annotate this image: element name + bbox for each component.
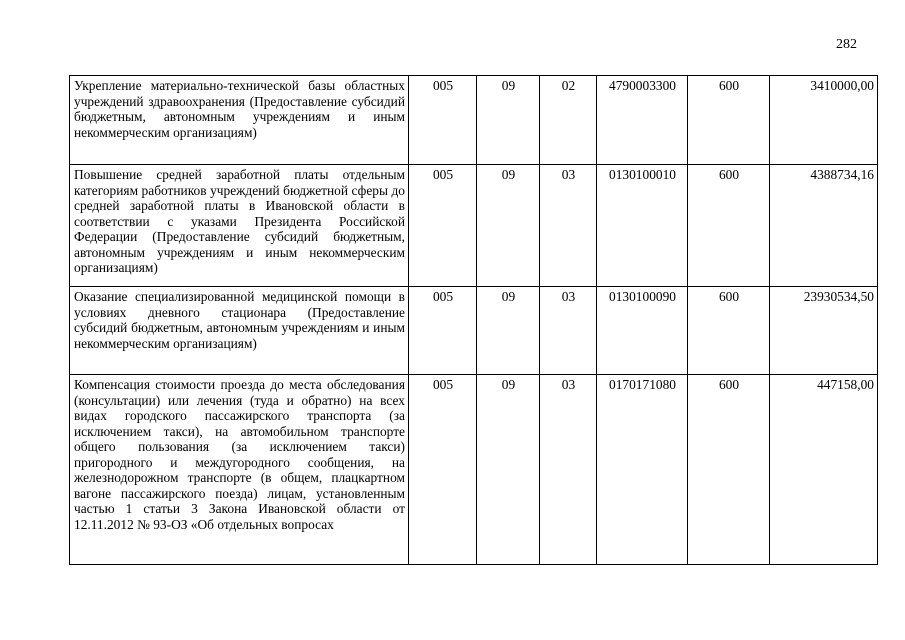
amount-cell: 4388734,16 bbox=[770, 165, 878, 287]
subsection-cell: 03 bbox=[540, 287, 597, 375]
expense-type-cell: 600 bbox=[688, 165, 770, 287]
table-row bbox=[70, 76, 878, 165]
target-article-cell: 4790003300 bbox=[597, 76, 688, 165]
expense-type-cell: 600 bbox=[688, 375, 770, 565]
expense-type-cell: 600 bbox=[688, 76, 770, 165]
admin-code-cell: 005 bbox=[409, 375, 477, 565]
table-row bbox=[70, 375, 878, 565]
row-description: Повышение средней заработной платы отдельным категориям работников учреждений бюджетной сферы до средней заработной платы в Ивановской области в соответствии с указами Президента Российской Федерации (Предоставление субсидий бюджетным, автономным учреждениям и иным некоммерческим организациям) bbox=[70, 165, 409, 287]
subsection-cell: 02 bbox=[540, 76, 597, 165]
row-description: Укрепление материально-технической базы областных учреждений здравоохранения (Предоставление субсидий бюджетным, автономным учреждениям и иным некоммерческим организациям) bbox=[70, 76, 409, 165]
amount-cell: 3410000,00 bbox=[770, 76, 878, 165]
page-number: 282 bbox=[836, 37, 857, 52]
target-article-cell: 0170171080 bbox=[597, 375, 688, 565]
expense-type-cell: 600 bbox=[688, 287, 770, 375]
admin-code-cell: 005 bbox=[409, 165, 477, 287]
admin-code-cell: 005 bbox=[409, 287, 477, 375]
admin-code-cell: 005 bbox=[409, 76, 477, 165]
table-row bbox=[70, 287, 878, 375]
subsection-cell: 03 bbox=[540, 375, 597, 565]
target-article-cell: 0130100090 bbox=[597, 287, 688, 375]
section-cell: 09 bbox=[477, 76, 540, 165]
row-description: Оказание специализированной медицинской помощи в условиях дневного стационара (Предоставление субсидий бюджетным, автономным учреждениям и иным некоммерческим организациям) bbox=[70, 287, 409, 375]
subsection-cell: 03 bbox=[540, 165, 597, 287]
budget-table bbox=[69, 75, 878, 565]
table-row bbox=[70, 165, 878, 287]
row-description: Компенсация стоимости проезда до места обследования (консультации) или лечения (туда и обратно) на всех видах городского пассажирского транспорта (за исключением такси), на автомобильном транспорте общего пользования (за исключением такси) пригородного и междугородного сообщения, на железнодорожном транспорте (в общем, плацкартном вагоне пассажирского поезда) лицам, установленным частью 1 статьи 3 Закона Ивановской области от 12.11.2012 № 93-ОЗ «Об отдельных вопросах bbox=[70, 375, 409, 565]
amount-cell: 23930534,50 bbox=[770, 287, 878, 375]
section-cell: 09 bbox=[477, 287, 540, 375]
amount-cell: 447158,00 bbox=[770, 375, 878, 565]
section-cell: 09 bbox=[477, 165, 540, 287]
section-cell: 09 bbox=[477, 375, 540, 565]
target-article-cell: 0130100010 bbox=[597, 165, 688, 287]
